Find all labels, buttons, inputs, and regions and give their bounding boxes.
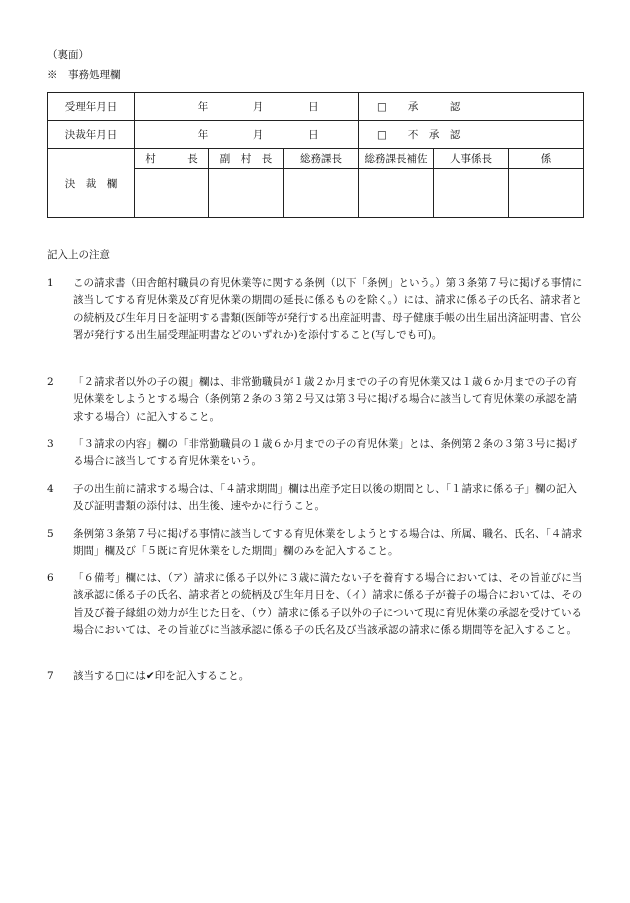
roles-row <box>48 149 584 169</box>
approve-checkbox[interactable]: □ 承 認 <box>359 93 584 121</box>
stamp-cell[interactable] <box>135 169 209 218</box>
note-item <box>47 275 587 344</box>
note-text: 「３請求の内容」欄の「非常勤職員の１歳６か月までの子の育児休業」とは、条例第２条の３第３号に掲げる場合に該当してする育児休業をいう。 <box>73 438 577 468</box>
month-label: 月 <box>252 101 264 113</box>
role-village-head: 村 長 <box>135 149 209 169</box>
role-general-affairs-assistant: 総務課長補佐 <box>359 149 434 169</box>
day-label: 日 <box>308 129 319 141</box>
stamp-cell[interactable] <box>359 169 434 218</box>
role-deputy-head: 副 村 長 <box>209 149 284 169</box>
month-label: 月 <box>252 129 264 141</box>
note-item <box>47 374 587 426</box>
year-label: 年 <box>197 129 209 141</box>
year-label: 年 <box>197 101 209 113</box>
note-text: 該当する□には✔印を記入すること。 <box>73 670 250 682</box>
note-number: 2 <box>47 376 54 388</box>
stamp-cell[interactable] <box>284 169 359 218</box>
decided-date-field[interactable] <box>135 121 359 149</box>
note-text: 「６備考」欄には、（ア）請求に係る子以外に３歳に満たない子を養育する場合においては、その旨並びに当該承認に係る子の氏名、請求者との続柄及び生年月日を、（イ）請求に係る子が養子の場合においては、その旨及び養子縁組の効力が生じた日を、（ウ）請求に係る子以外の子について現に育児休業の承認を受けている場合においては、その旨並びに当該承認に係る子の氏名及び当該承認の請求に係る期間等を記入すること。 <box>73 572 583 636</box>
note-item <box>47 526 587 561</box>
note-number: 3 <box>47 438 54 450</box>
note-number: 7 <box>47 670 54 682</box>
side-label: （裏面） <box>47 49 89 61</box>
decided-label: 決裁年月日 <box>48 121 135 149</box>
decided-row <box>48 121 584 149</box>
note-text: 「２請求者以外の子の親」欄は、非常勤職員が１歳２か月までの子の育児休業又は１歳６か月までの子の育児休業をしようとする場合（条例第２条の３第２号又は第３号に掲げる場合に該当して育児休業の承認を請求する場合）に記入すること。 <box>73 376 577 423</box>
role-staff: 係 <box>509 149 584 169</box>
note-number: 6 <box>47 572 54 584</box>
role-personnel-chief: 人事係長 <box>434 149 509 169</box>
stamp-cell[interactable] <box>509 169 584 218</box>
section-label: ※ 事務処理欄 <box>47 69 121 81</box>
note-number: 1 <box>47 277 54 289</box>
notes-title: 記入上の注意 <box>47 249 110 261</box>
received-row <box>48 93 584 121</box>
day-label: 日 <box>308 101 319 113</box>
note-item <box>47 436 587 471</box>
note-number: 4 <box>47 483 54 495</box>
note-text: 子の出生前に請求する場合は、「４請求期間」欄は出産予定日以後の期間とし、「１請求に係る子」欄の記入及び証明書類の添付は、出生後、速やかに行うこと。 <box>73 483 577 513</box>
note-item <box>47 570 587 639</box>
decision-label: 決 裁 欄 <box>48 149 135 218</box>
note-text: この請求書（田舎館村職員の育児休業等に関する条例（以下「条例」という。）第３条第７号に掲げる事情に該当してする育児休業及び育児休業の期間の延長に係るものを除く。）には、請求に係る子の氏名、請求者との続柄及び生年月日を証明する書類(医師等が発行する出産証明書、母子健康手帳の出生届出済証明書、官公署が発行する出生届受理証明書などのいずれか)を添付すること(写しでも可)。 <box>73 277 583 341</box>
note-item <box>47 668 587 685</box>
role-general-affairs-chief: 総務課長 <box>284 149 359 169</box>
stamp-cell[interactable] <box>209 169 284 218</box>
disapprove-checkbox[interactable]: □ 不 承 認 <box>359 121 584 149</box>
note-item <box>47 481 587 516</box>
note-text: 条例第３条第７号に掲げる事情に該当してする育児休業をしようとする場合は、所属、職名、氏名、「４請求期間」欄及び「５既に育児休業をした期間」欄のみを記入すること。 <box>73 528 583 558</box>
received-date-field[interactable] <box>135 93 359 121</box>
note-number: 5 <box>47 528 54 540</box>
processing-table <box>47 92 584 218</box>
stamp-cell[interactable] <box>434 169 509 218</box>
received-label: 受理年月日 <box>48 93 135 121</box>
